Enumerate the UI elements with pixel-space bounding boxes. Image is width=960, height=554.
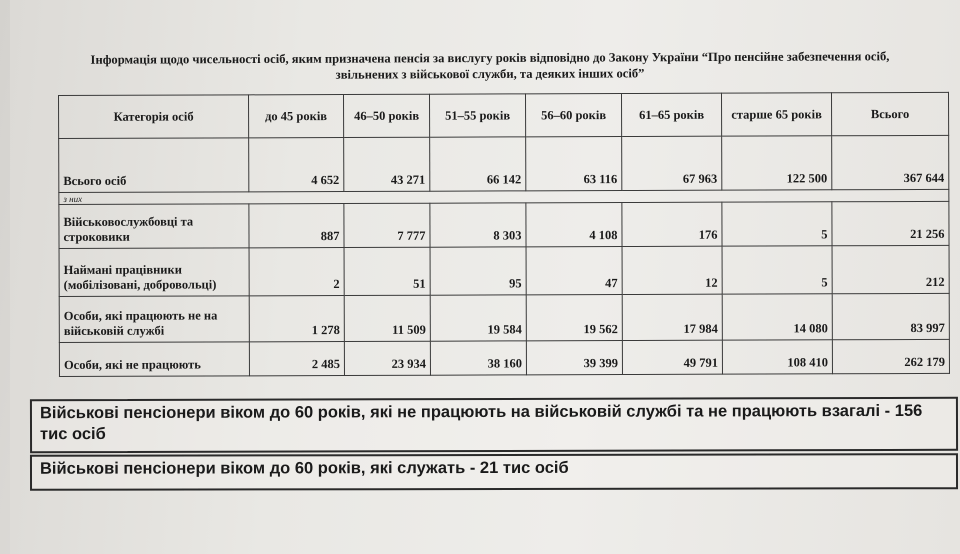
cell-value: 63 116: [526, 137, 622, 191]
row-label: Всього осіб: [59, 138, 249, 193]
title-line-1: Інформація щодо чисельності осіб, яким призначена пенсія за вислугу років відповідно до Закону України “Про пенсійне забезпечення осіб,: [90, 49, 890, 67]
note-text: Військові пенсіонери віком до 60 років, які служать - 21 тис осіб: [39, 458, 569, 478]
cell-value: 887: [249, 204, 344, 248]
cell-value: 108 410: [722, 340, 832, 374]
cell-value: 8 303: [430, 203, 526, 247]
cell-value: 23 934: [344, 341, 430, 375]
cell-value: 5: [722, 246, 832, 294]
row-label: Військовослужбовці та строковики: [59, 204, 249, 249]
header-age-51-55: 51–55 років: [429, 94, 525, 137]
cell-value: 7 777: [344, 203, 430, 247]
cell-value: 95: [430, 247, 526, 295]
cell-value: 4 108: [526, 203, 622, 247]
table-row: [59, 293, 949, 342]
header-age-56-60: 56–60 років: [525, 94, 621, 137]
subheader-label: з них: [59, 189, 949, 204]
cell-value: 2: [249, 248, 344, 296]
cell-value: 51: [344, 247, 430, 295]
cell-value: 47: [526, 247, 622, 295]
cell-value: 49 791: [622, 340, 722, 374]
cell-value: 21 256: [832, 201, 949, 245]
cell-value: 19 562: [526, 295, 622, 341]
header-age-46-50: 46–50 років: [344, 94, 430, 137]
document-page: [10, 0, 960, 554]
table-row-total: [59, 135, 949, 192]
title-line-2: звільнених з військової служби, та деяких інших осіб”: [335, 66, 645, 82]
header-age-to-45: до 45 років: [249, 95, 344, 138]
cell-value: 4 652: [249, 138, 344, 192]
cell-value: 2 485: [249, 342, 344, 376]
cell-value: 83 997: [832, 293, 949, 339]
row-label: Наймані працівники (мобілізовані, добровольці): [59, 248, 249, 297]
cell-value: 67 963: [622, 136, 722, 190]
table-row: [59, 245, 949, 296]
cell-value: 39 399: [526, 341, 622, 375]
cell-value: 122 500: [722, 136, 832, 190]
pension-statistics-table: [58, 92, 950, 377]
cell-value: 66 142: [430, 137, 526, 191]
note-box-not-working: [30, 397, 958, 453]
cell-value: 17 984: [622, 294, 722, 340]
cell-value: 11 509: [344, 295, 430, 341]
cell-value: 176: [622, 202, 722, 246]
cell-value: 43 271: [344, 137, 430, 191]
header-age-over-65: старше 65 років: [721, 93, 831, 136]
row-label: Особи, які не працюють: [59, 342, 249, 377]
header-total: Всього: [831, 92, 948, 135]
row-label: Особи, які працюють не на військовій службі: [59, 296, 249, 343]
cell-value: 14 080: [722, 294, 832, 340]
table-row: [59, 339, 949, 376]
header-category: Категорія осіб: [59, 95, 249, 139]
note-box-serving: [30, 453, 958, 491]
cell-value: 262 179: [832, 339, 949, 373]
note-text: Військові пенсіонери віком до 60 років, які не працюють на військовій службі та не працюють взагалі - 156 тис осіб: [39, 401, 923, 444]
cell-value: 19 584: [430, 295, 526, 341]
cell-value: 38 160: [430, 341, 526, 375]
cell-value: 212: [832, 245, 949, 293]
header-age-61-65: 61–65 років: [621, 93, 721, 136]
cell-value: 5: [722, 202, 832, 246]
cell-value: 12: [622, 246, 722, 294]
cell-value: 367 644: [832, 135, 949, 189]
header-row: [59, 92, 949, 138]
table-row: [59, 201, 949, 248]
cell-value: 1 278: [249, 296, 344, 342]
document-title: [50, 48, 930, 84]
